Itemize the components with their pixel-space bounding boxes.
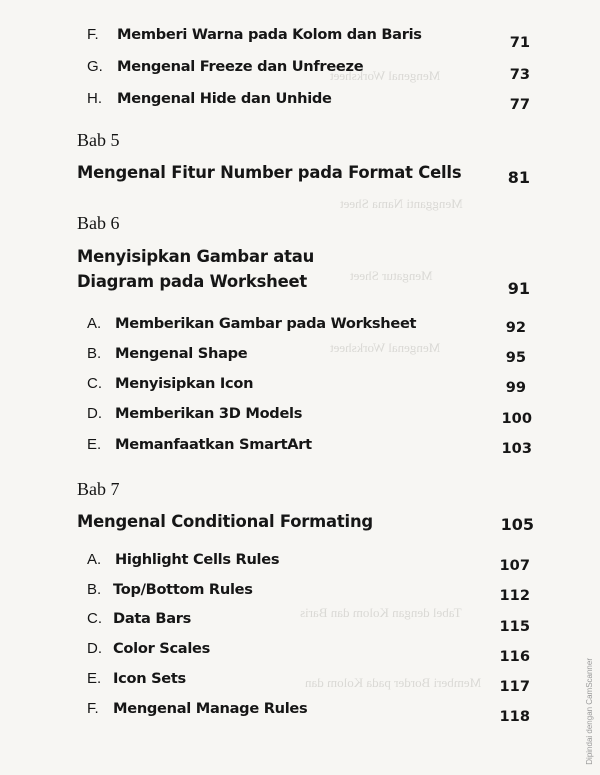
show-through-text: Tabel dengan Kolom dan Baris [300, 605, 462, 620]
toc-item[interactable] [0, 375, 600, 399]
toc-item[interactable] [0, 700, 600, 724]
item-letter: B. [87, 581, 102, 598]
item-page: 99 [505, 379, 526, 396]
show-through-text: Memberi Border pada Kolom dan [305, 675, 482, 690]
toc-item[interactable] [0, 581, 600, 605]
item-title: Memberikan 3D Models [115, 405, 303, 422]
item-title: Mengenal Manage Rules [113, 700, 308, 717]
toc-item[interactable] [0, 551, 600, 575]
toc-item[interactable] [0, 345, 600, 369]
show-through-text: Mengenal Worksheet [330, 340, 441, 355]
item-title: Highlight Cells Rules [115, 551, 280, 568]
item-letter: D. [87, 405, 102, 422]
toc-item[interactable] [0, 610, 600, 634]
item-page: 103 [501, 440, 532, 457]
item-letter: G. [87, 58, 103, 75]
item-title: Menyisipkan Icon [115, 375, 254, 392]
chapter-label: Bab 5 [77, 130, 120, 150]
item-page: 77 [509, 96, 530, 113]
toc-item[interactable] [0, 58, 600, 82]
toc-item[interactable] [0, 90, 600, 114]
toc-item[interactable] [0, 26, 600, 50]
item-letter: A. [87, 315, 102, 332]
item-page: 118 [499, 708, 530, 725]
toc-item[interactable] [0, 405, 600, 429]
show-through-text: Mengenal Worksheet [330, 68, 441, 83]
chapter-title[interactable]: Mengenal Conditional Formating [77, 512, 373, 531]
item-letter: E. [87, 670, 102, 687]
show-through-text: Mengganti Nama Sheet [340, 196, 463, 211]
scanner-watermark: Dipindai dengan CamScanner [585, 658, 594, 765]
item-page: 112 [499, 587, 530, 604]
chapter-label: Bab 7 [77, 479, 120, 499]
item-title: Memanfaatkan SmartArt [115, 436, 312, 453]
item-page: 95 [505, 349, 526, 366]
item-letter: F. [87, 26, 99, 43]
toc-item[interactable] [0, 436, 600, 460]
item-letter: F. [87, 700, 99, 717]
chapter-title-line1[interactable]: Menyisipkan Gambar atau [77, 247, 315, 266]
item-letter: E. [87, 436, 102, 453]
toc-item[interactable] [0, 670, 600, 694]
item-page: 71 [509, 34, 530, 51]
item-title: Data Bars [113, 610, 192, 627]
chapter-page: 81 [507, 168, 530, 187]
item-page: 92 [505, 319, 526, 336]
chapter-label: Bab 6 [77, 213, 120, 233]
item-title: Memberikan Gambar pada Worksheet [115, 315, 417, 332]
item-title: Color Scales [113, 640, 211, 657]
item-page: 107 [499, 557, 530, 574]
item-letter: H. [87, 90, 102, 107]
item-letter: B. [87, 345, 102, 362]
chapter-page: 105 [500, 515, 534, 534]
item-title: Mengenal Freeze dan Unfreeze [117, 58, 364, 75]
item-page: 117 [499, 678, 530, 695]
item-page: 100 [501, 410, 532, 427]
toc-item[interactable] [0, 315, 600, 339]
toc-item[interactable] [0, 640, 600, 664]
item-letter: C. [87, 375, 102, 392]
chapter-title-line2[interactable]: Diagram pada Worksheet [77, 272, 308, 291]
item-page: 115 [499, 618, 530, 635]
item-title: Top/Bottom Rules [113, 581, 253, 598]
chapter-title[interactable]: Mengenal Fitur Number pada Format Cells [77, 163, 462, 182]
item-title: Mengenal Hide dan Unhide [117, 90, 332, 107]
chapter-page: 91 [507, 279, 530, 298]
item-page: 116 [499, 648, 530, 665]
item-letter: C. [87, 610, 102, 627]
item-title: Mengenal Shape [115, 345, 248, 362]
item-letter: D. [87, 640, 102, 657]
item-title: Icon Sets [113, 670, 186, 687]
item-title: Memberi Warna pada Kolom dan Baris [117, 26, 422, 43]
item-letter: A. [87, 551, 102, 568]
show-through-text: Mengatur Sheet [350, 268, 433, 283]
item-page: 73 [509, 66, 530, 83]
